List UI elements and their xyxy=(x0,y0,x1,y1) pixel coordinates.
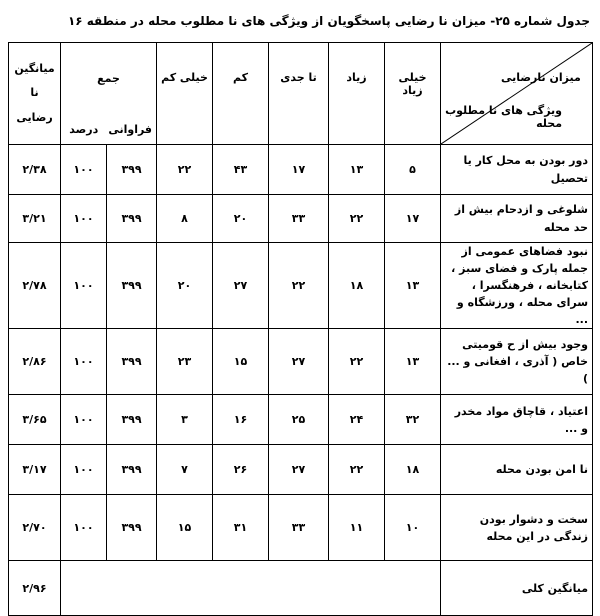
cell-very-low: ۲۳ xyxy=(157,329,213,395)
total-blank xyxy=(61,561,441,616)
row-label: اعتیاد ، قاچاق مواد مخدر و ... xyxy=(441,395,593,445)
dissatisfaction-table xyxy=(8,42,593,616)
cell-very-low: ۳ xyxy=(157,395,213,445)
cell-percent: ۱۰۰ xyxy=(61,145,107,195)
cell-frequency: ۳۹۹ xyxy=(107,243,157,329)
cell-somewhat: ۲۷ xyxy=(269,445,329,495)
header-dissatisfaction-level: میزان نارضایی xyxy=(501,71,581,84)
cell-very-low: ۸ xyxy=(157,195,213,243)
cell-high: ۱۸ xyxy=(329,243,385,329)
cell-very-low: ۲۰ xyxy=(157,243,213,329)
cell-very-low: ۷ xyxy=(157,445,213,495)
cell-mean: ۳/۲۱ xyxy=(9,195,61,243)
cell-somewhat: ۳۳ xyxy=(269,495,329,561)
cell-somewhat: ۱۷ xyxy=(269,145,329,195)
cell-low: ۳۱ xyxy=(213,495,269,561)
header-high: زیاد xyxy=(329,43,385,145)
total-label: میانگین کلی xyxy=(441,561,593,616)
cell-very-high: ۳۲ xyxy=(385,395,441,445)
cell-low: ۱۶ xyxy=(213,395,269,445)
cell-somewhat: ۲۷ xyxy=(269,329,329,395)
cell-very-high: ۵ xyxy=(385,145,441,195)
cell-percent: ۱۰۰ xyxy=(61,195,107,243)
table-title: جدول شماره ۲۵- میزان نا رضایی پاسخگویان از ویژگی های نا مطلوب محله در منطقه ۱۶ xyxy=(67,14,590,28)
cell-very-high: ۱۷ xyxy=(385,195,441,243)
cell-low: ۲۷ xyxy=(213,243,269,329)
cell-low: ۲۰ xyxy=(213,195,269,243)
total-row xyxy=(9,561,593,616)
cell-somewhat: ۳۳ xyxy=(269,195,329,243)
cell-mean: ۳/۱۷ xyxy=(9,445,61,495)
cell-percent: ۱۰۰ xyxy=(61,395,107,445)
cell-percent: ۱۰۰ xyxy=(61,329,107,395)
header-very-low: خیلی کم xyxy=(157,43,213,145)
cell-very-low: ۱۵ xyxy=(157,495,213,561)
row-label: نا امن بودن محله xyxy=(441,445,593,495)
table-row xyxy=(9,145,593,195)
table-row xyxy=(9,395,593,445)
cell-very-low: ۲۲ xyxy=(157,145,213,195)
row-label: شلوغی و ازدحام بیش از حد محله xyxy=(441,195,593,243)
table-row xyxy=(9,329,593,395)
cell-mean: ۲/۸۶ xyxy=(9,329,61,395)
header-mean: میانگین نا رضایی xyxy=(9,43,61,145)
cell-somewhat: ۲۵ xyxy=(269,395,329,445)
table-row xyxy=(9,243,593,329)
cell-mean: ۲/۳۸ xyxy=(9,145,61,195)
row-label: سخت و دشوار بودن زندگی در این محله xyxy=(441,495,593,561)
cell-mean: ۳/۶۵ xyxy=(9,395,61,445)
header-total: جمع xyxy=(61,43,157,115)
cell-mean: ۲/۷۸ xyxy=(9,243,61,329)
header-corner-cell xyxy=(441,43,593,145)
cell-frequency: ۳۹۹ xyxy=(107,145,157,195)
table-row xyxy=(9,445,593,495)
cell-percent: ۱۰۰ xyxy=(61,445,107,495)
cell-very-high: ۱۳ xyxy=(385,243,441,329)
cell-frequency: ۳۹۹ xyxy=(107,445,157,495)
header-undesirable-features: ویژگی های نا مطلوب محله xyxy=(445,104,563,130)
cell-somewhat: ۲۲ xyxy=(269,243,329,329)
cell-low: ۴۳ xyxy=(213,145,269,195)
cell-frequency: ۳۹۹ xyxy=(107,195,157,243)
cell-percent: ۱۰۰ xyxy=(61,243,107,329)
cell-high: ۲۲ xyxy=(329,329,385,395)
cell-mean: ۲/۷۰ xyxy=(9,495,61,561)
cell-frequency: ۳۹۹ xyxy=(107,495,157,561)
cell-very-high: ۱۰ xyxy=(385,495,441,561)
cell-frequency: ۳۹۹ xyxy=(107,329,157,395)
total-mean: ۲/۹۶ xyxy=(9,561,61,616)
cell-high: ۱۱ xyxy=(329,495,385,561)
cell-very-high: ۱۳ xyxy=(385,329,441,395)
header-somewhat: تا جدی xyxy=(269,43,329,145)
row-label: وجود بیش از ح قومیتی خاص ( آذری ، افغانی و ... ) xyxy=(441,329,593,395)
table-row xyxy=(9,195,593,243)
table-row xyxy=(9,495,593,561)
cell-very-high: ۱۸ xyxy=(385,445,441,495)
cell-low: ۲۶ xyxy=(213,445,269,495)
cell-high: ۲۴ xyxy=(329,395,385,445)
header-very-high: خیلی زیاد xyxy=(385,43,441,145)
cell-percent: ۱۰۰ xyxy=(61,495,107,561)
row-label: دور بودن به محل کار یا تحصیل xyxy=(441,145,593,195)
cell-frequency: ۳۹۹ xyxy=(107,395,157,445)
cell-high: ۲۲ xyxy=(329,195,385,243)
header-percent: درصد xyxy=(61,115,107,145)
header-low: کم xyxy=(213,43,269,145)
header-frequency: فراوانی xyxy=(107,115,157,145)
cell-high: ۲۲ xyxy=(329,445,385,495)
cell-high: ۱۳ xyxy=(329,145,385,195)
row-label: نبود فضاهای عمومی از جمله پارک و فضای سبز ، کتابخانه ، فرهنگسرا ، سرای محله ، ورزشگاه و ... xyxy=(441,243,593,329)
cell-low: ۱۵ xyxy=(213,329,269,395)
